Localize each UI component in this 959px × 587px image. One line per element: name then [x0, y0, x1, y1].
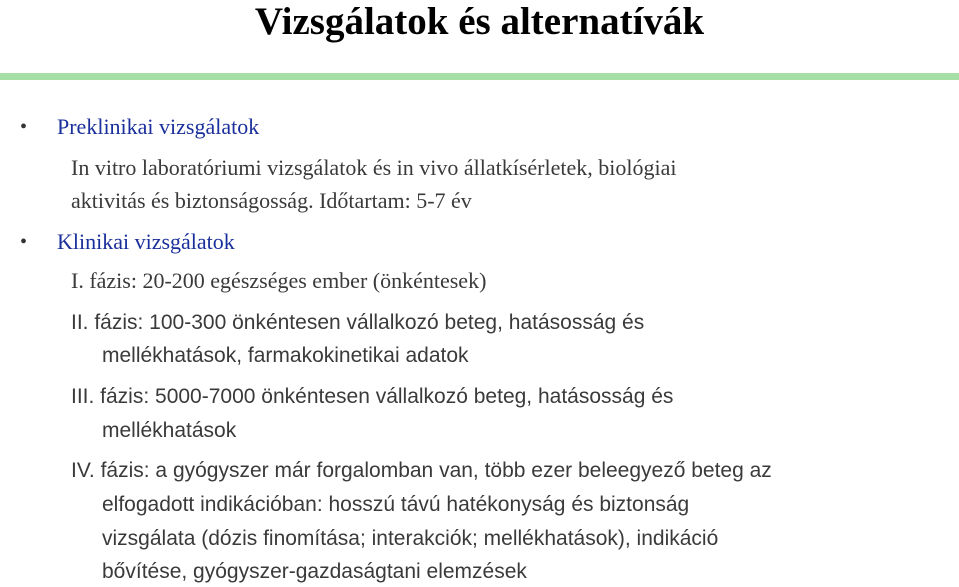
phase4-line-3: vizsgálata (dózis finomítása; interakciók; mellékhatások), indikáció — [102, 527, 719, 550]
phase2-line-1: II. fázis: 100-300 önkéntesen vállalkozó beteg, hatásosság és — [71, 311, 645, 334]
phase1-line-1: I. fázis: 20-200 egészséges ember (önkéntesek) — [71, 268, 487, 293]
phase3-line-2: mellékhatások — [102, 419, 237, 442]
phase4-line-4: bővítése, gyógyszer-gazdaságtani elemzések — [102, 560, 527, 583]
bullet-icon: • — [20, 116, 28, 138]
phase4-line-2: elfogadott indikációban: hosszú távú hatékonyság és biztonság — [102, 493, 690, 516]
title-underline — [0, 73, 959, 80]
bullet-icon: • — [20, 231, 28, 253]
preclinical-line-1: In vitro laboratóriumi vizsgálatok és in vivo állatkísérletek, biológiai — [71, 155, 677, 180]
clinical-heading[interactable]: Klinikai vizsgálatok — [57, 229, 235, 254]
slide-title: Vizsgálatok és alternatívák — [254, 0, 705, 43]
phase3-line-1: III. fázis: 5000-7000 önkéntesen vállalkozó beteg, hatásosság és — [71, 385, 674, 408]
preclinical-heading[interactable]: Preklinikai vizsgálatok — [57, 114, 260, 139]
phase4-line-1: IV. fázis: a gyógyszer már forgalomban van, több ezer beleegyező beteg az — [71, 459, 772, 482]
phase2-line-2: mellékhatások, farmakokinetikai adatok — [102, 344, 469, 367]
preclinical-line-2: aktivitás és biztonságosság. Időtartam: 5-7 év — [71, 188, 472, 213]
